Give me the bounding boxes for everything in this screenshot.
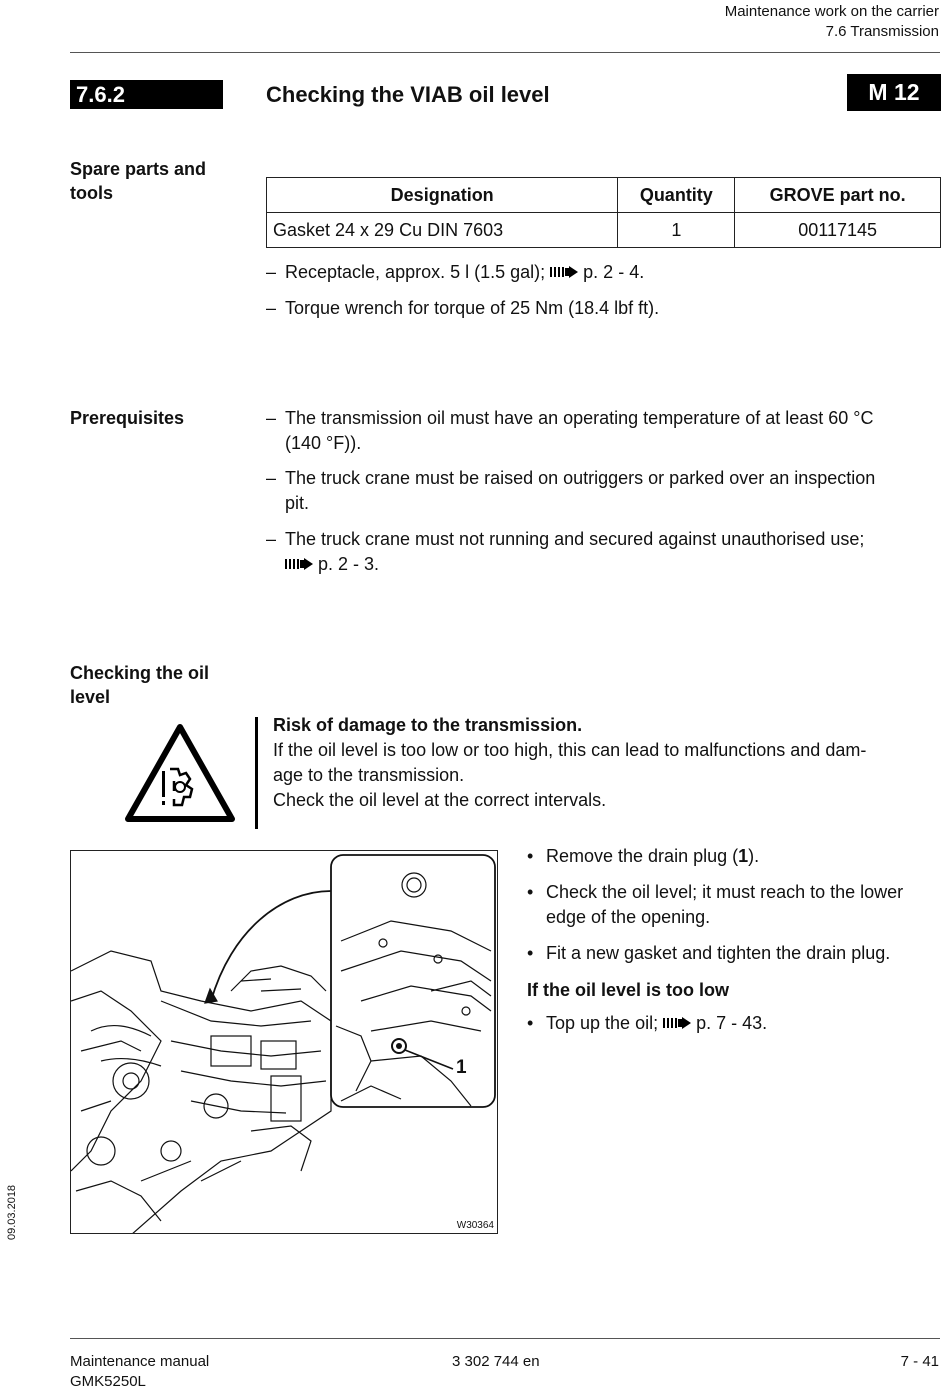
reference-arrow-icon bbox=[550, 266, 578, 278]
list-item: – The transmission oil must have an operating temperature of at least 60 °C (140 °F)). bbox=[266, 408, 874, 453]
column-header: GROVE part no. bbox=[735, 178, 941, 213]
list-item: • Remove the drain plug (1). bbox=[527, 846, 760, 866]
footer-doc-number: 3 302 744 en bbox=[452, 1353, 540, 1370]
header-chapter: Maintenance work on the carrier bbox=[724, 3, 939, 20]
list-item: – Receptacle, approx. 5 l (1.5 gal); p. 2 - 4. bbox=[266, 262, 645, 282]
section-title: Checking the VIAB oil level bbox=[266, 82, 550, 107]
table-header-row bbox=[267, 178, 941, 213]
list-item: – Torque wrench for torque of 25 Nm (18.4 lbf ft). bbox=[266, 298, 660, 318]
warning-bar bbox=[255, 717, 258, 829]
cell-quantity: 1 bbox=[618, 213, 735, 248]
cell-designation: Gasket 24 x 29 Cu DIN 7603 bbox=[267, 213, 618, 248]
column-header: Designation bbox=[267, 178, 618, 213]
list-item: • Check the oil level; it must reach to the lower edge of the opening. bbox=[527, 882, 904, 927]
figure-callout: 1 bbox=[456, 1057, 467, 1078]
section-number: 7.6.2 bbox=[70, 80, 223, 109]
warning-message: Risk of damage to the transmission. If the oil level is too low or too high, this can lead to malfunctions and dam- age to the transmission. Check the oil level at the correct intervals. bbox=[273, 713, 943, 813]
list-item: – The truck crane must not running and secured against unauthorised use; p. 2 - 3. bbox=[266, 529, 865, 574]
prerequisites-heading: Prerequisites bbox=[70, 408, 185, 428]
cell-part-no: 00117145 bbox=[735, 213, 941, 248]
footer-manual: Maintenance manual GMK5250L bbox=[70, 1353, 210, 1386]
header-section: 7.6 Transmission bbox=[825, 23, 939, 40]
checking-heading: Checking the oil level bbox=[70, 663, 210, 707]
header-rule bbox=[70, 52, 940, 53]
footer-rule bbox=[70, 1338, 940, 1339]
list-item: • Top up the oil; p. 7 - 43. bbox=[527, 1013, 768, 1033]
figure-code: W30364 bbox=[456, 1220, 494, 1231]
spare-parts-table bbox=[266, 177, 941, 248]
maintenance-code-badge: M 12 bbox=[847, 74, 941, 111]
spare-parts-heading: Spare parts and tools bbox=[70, 159, 207, 203]
list-item: • Fit a new gasket and tighten the drain plug. bbox=[527, 943, 891, 963]
reference-arrow-icon bbox=[663, 1017, 691, 1029]
transmission-figure bbox=[70, 850, 498, 1234]
footer-page-number: 7 - 41 bbox=[900, 1353, 939, 1370]
page-reference-link[interactable]: p. 2 - 4. bbox=[583, 262, 645, 282]
page-reference-link[interactable]: p. 7 - 43. bbox=[696, 1013, 768, 1033]
reference-arrow-icon bbox=[285, 558, 313, 570]
column-header: Quantity bbox=[618, 178, 735, 213]
side-date: 09.03.2018 bbox=[6, 1184, 18, 1240]
transmission-drawing bbox=[71, 851, 498, 1234]
warning-title: Risk of damage to the transmission. bbox=[273, 715, 583, 735]
running-header bbox=[725, 2, 939, 42]
warning-transmission-damage-icon bbox=[122, 721, 238, 825]
low-oil-heading: If the oil level is too low bbox=[527, 980, 730, 1000]
page-reference-link[interactable]: p. 2 - 3. bbox=[318, 554, 380, 574]
table-row bbox=[267, 213, 941, 248]
list-item: – The truck crane must be raised on outriggers or parked over an inspection pit. bbox=[266, 468, 876, 513]
